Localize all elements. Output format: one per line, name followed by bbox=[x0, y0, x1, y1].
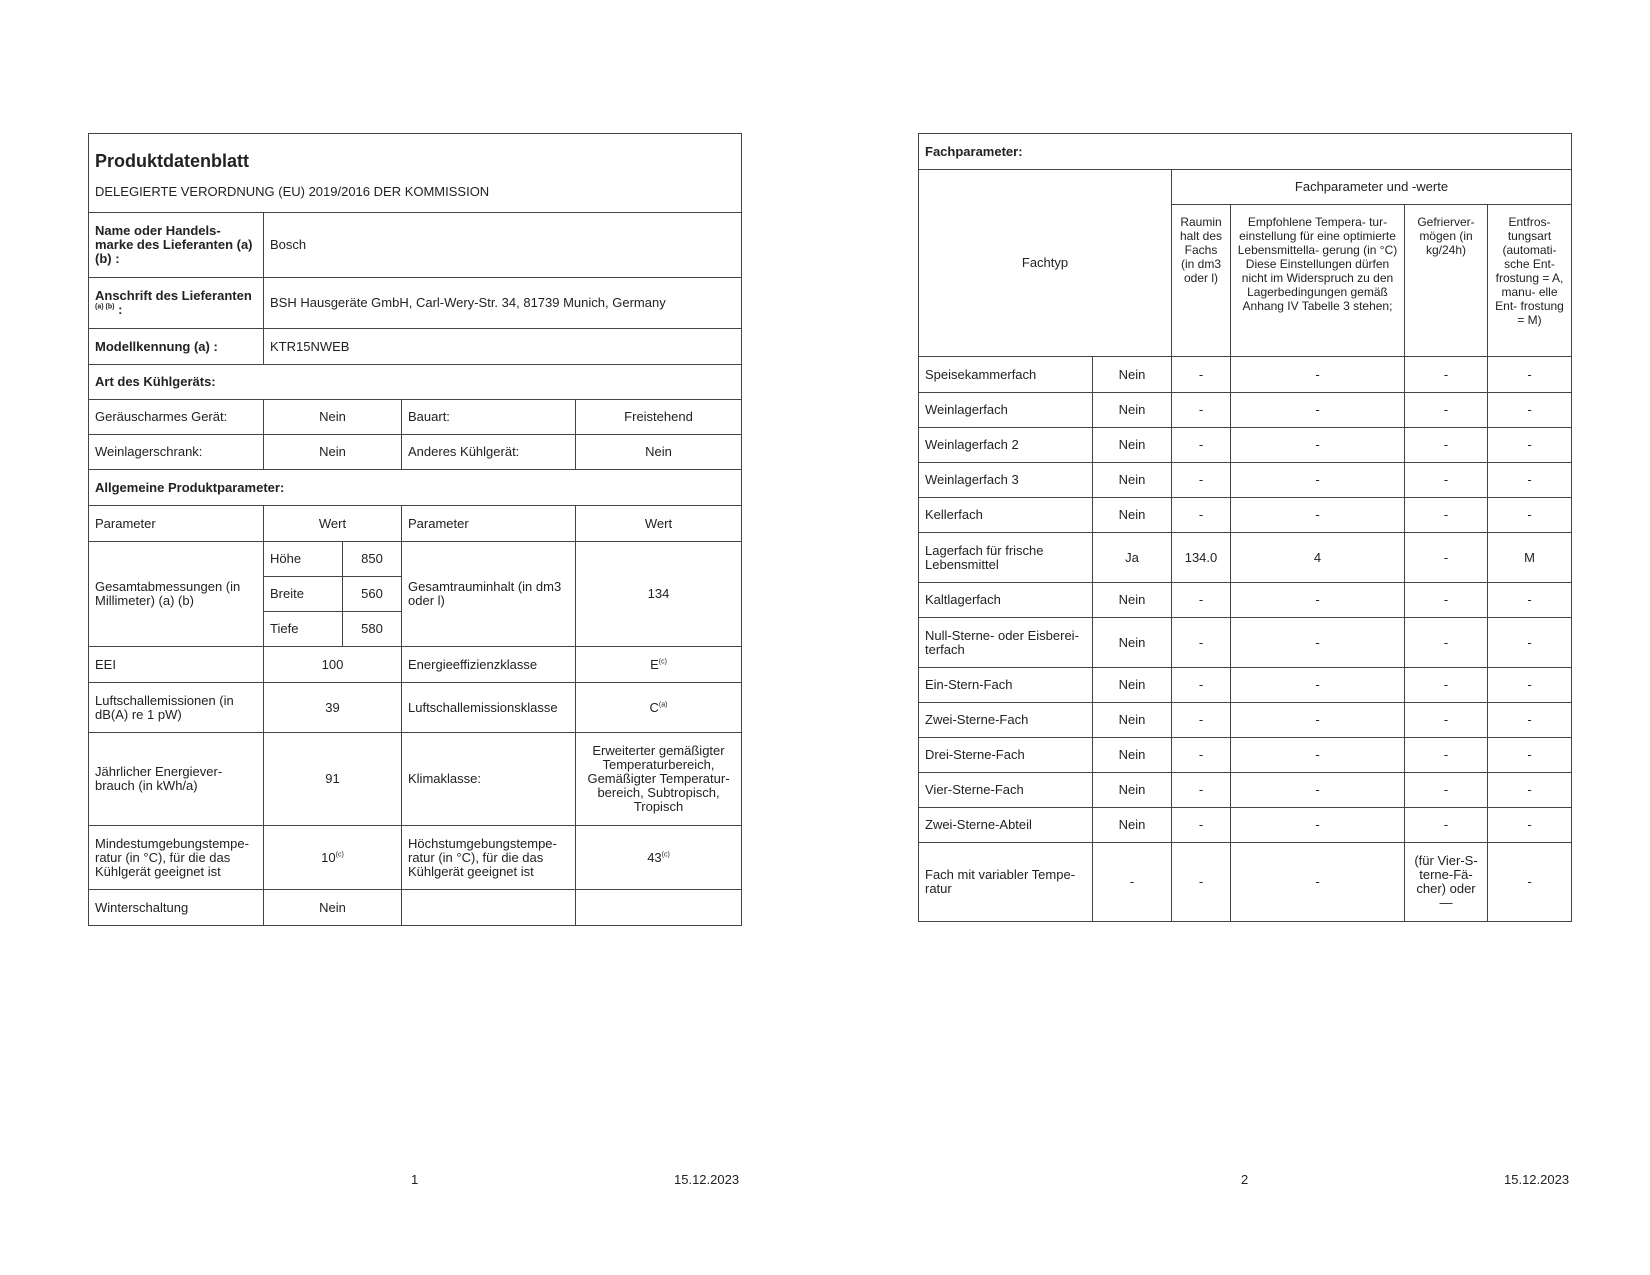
climate-class-label: Klimaklasse: bbox=[402, 733, 576, 826]
dimensions-row-height bbox=[89, 542, 742, 577]
compartment-freezing-capacity: - bbox=[1405, 463, 1488, 498]
min-temp-footnote: (c) bbox=[335, 851, 344, 859]
compartment-freezing-capacity: - bbox=[1405, 498, 1488, 533]
compartment-volume: - bbox=[1172, 498, 1231, 533]
wine-cabinet-value: Nein bbox=[264, 435, 402, 470]
sheet-header-row bbox=[89, 134, 742, 213]
compartment-present: Nein bbox=[1093, 773, 1172, 808]
compartment-temperature: - bbox=[1231, 428, 1405, 463]
compartment-defrost-type: - bbox=[1488, 808, 1572, 843]
compartment-row bbox=[919, 703, 1572, 738]
winter-row bbox=[89, 890, 742, 926]
compartment-present: Nein bbox=[1093, 703, 1172, 738]
compartment-present: Nein bbox=[1093, 738, 1172, 773]
energy-class-label: Energieeffizienzklasse bbox=[402, 647, 576, 683]
compartment-name: Zwei-Sterne-Abteil bbox=[919, 808, 1093, 843]
section-heading: Fachparameter: bbox=[919, 134, 1572, 170]
compartment-freezing-capacity: - bbox=[1405, 393, 1488, 428]
compartment-present: Nein bbox=[1093, 668, 1172, 703]
compartment-name: Lagerfach für frische Lebensmittel bbox=[919, 533, 1093, 583]
group-header-row bbox=[919, 170, 1572, 205]
climate-class-value: Erweiterter gemäßigter Temperaturbereich, Gemäßigter Temperatur- bereich, Subtropisch, Tropisch bbox=[576, 733, 742, 826]
address-label: Anschrift des Lieferanten $^{(a) (b)}$ : bbox=[89, 278, 264, 329]
compartment-volume: - bbox=[1172, 428, 1231, 463]
compartment-defrost-type: - bbox=[1488, 703, 1572, 738]
page-date: 15.12.2023 bbox=[1504, 1172, 1570, 1187]
compartment-name: Speisekammerfach bbox=[919, 357, 1093, 393]
compartment-freezing-capacity: (für Vier-S- terne-Fä- cher) oder — bbox=[1405, 843, 1488, 922]
compartment-defrost-type: - bbox=[1488, 393, 1572, 428]
height-label: Höhe bbox=[264, 542, 343, 577]
compartment-temperature: - bbox=[1231, 703, 1405, 738]
page-number: 1 bbox=[411, 1172, 419, 1187]
type-section-row bbox=[89, 365, 742, 400]
compartment-row bbox=[919, 808, 1572, 843]
energy-class-footnote: (c) bbox=[658, 658, 667, 666]
compartment-temperature: - bbox=[1231, 843, 1405, 922]
ambient-temp-row bbox=[89, 826, 742, 890]
compartment-row bbox=[919, 533, 1572, 583]
compartment-present: Nein bbox=[1093, 808, 1172, 843]
noise-row bbox=[89, 683, 742, 733]
address-value: BSH Hausgeräte GmbH, Carl-Wery-Str. 34, 81739 Munich, Germany bbox=[264, 278, 742, 329]
col-header-param-2: Parameter bbox=[402, 506, 576, 542]
compartment-defrost-type: M bbox=[1488, 533, 1572, 583]
consumption-label: Jährlicher Energiever- brauch (in kWh/a) bbox=[89, 733, 264, 826]
compartment-row bbox=[919, 668, 1572, 703]
compartment-volume: - bbox=[1172, 357, 1231, 393]
general-section-row bbox=[89, 470, 742, 506]
max-temp-footnote: (c) bbox=[661, 851, 670, 859]
total-volume-value: 134 bbox=[576, 542, 742, 647]
wine-cabinet-label: Weinlagerschrank: bbox=[89, 435, 264, 470]
model-row bbox=[89, 329, 742, 365]
design-value: Freistehend bbox=[576, 400, 742, 435]
compartment-present: Nein bbox=[1093, 428, 1172, 463]
regulation-text: DELEGIERTE VERORDNUNG (EU) 2019/2016 DER KOMMISSION bbox=[95, 183, 490, 199]
empty-cell bbox=[402, 890, 576, 926]
compartment-row bbox=[919, 618, 1572, 668]
address-footnote: (a) (b) bbox=[95, 303, 115, 311]
col-header-freezing-capacity: Gefrierver- mögen (in kg/24h) bbox=[1405, 205, 1488, 357]
compartment-defrost-type: - bbox=[1488, 463, 1572, 498]
dimensions-label: Gesamtabmessungen (in Millimeter) (a) (b) bbox=[89, 542, 264, 647]
col-header-value: Wert bbox=[264, 506, 402, 542]
compartment-row bbox=[919, 357, 1572, 393]
col-header-volume: Raumin halt des Fachs (in dm3 oder l) bbox=[1172, 205, 1231, 357]
compartment-temperature: - bbox=[1231, 738, 1405, 773]
compartment-present: - bbox=[1093, 843, 1172, 922]
supplier-value: Bosch bbox=[264, 213, 742, 278]
compartment-temperature: - bbox=[1231, 463, 1405, 498]
compartment-temperature: - bbox=[1231, 498, 1405, 533]
low-noise-row bbox=[89, 400, 742, 435]
compartment-name: Null-Sterne- oder Eisberei- terfach bbox=[919, 618, 1093, 668]
empty-cell bbox=[576, 890, 742, 926]
compartment-name: Kellerfach bbox=[919, 498, 1093, 533]
compartment-row bbox=[919, 428, 1572, 463]
winter-switch-value: Nein bbox=[264, 890, 402, 926]
compartment-temperature: - bbox=[1231, 583, 1405, 618]
compartment-freezing-capacity: - bbox=[1405, 357, 1488, 393]
compartment-parameters-table bbox=[918, 133, 1572, 922]
compartment-temperature: - bbox=[1231, 668, 1405, 703]
compartment-row bbox=[919, 583, 1572, 618]
compartment-defrost-type: - bbox=[1488, 738, 1572, 773]
compartment-volume: - bbox=[1172, 703, 1231, 738]
noise-value: 39 bbox=[264, 683, 402, 733]
depth-value: 580 bbox=[343, 612, 402, 647]
min-temp-label: Mindestumgebungstempe- ratur (in °C), für die das Kühlgerät geeignet ist bbox=[89, 826, 264, 890]
compartment-present: Nein bbox=[1093, 393, 1172, 428]
compartment-temperature: - bbox=[1231, 773, 1405, 808]
compartment-freezing-capacity: - bbox=[1405, 738, 1488, 773]
compartment-volume: - bbox=[1172, 843, 1231, 922]
min-temp-value: 10$^{(c)}$ bbox=[264, 826, 402, 890]
compartment-freezing-capacity: - bbox=[1405, 428, 1488, 463]
compartment-temperature: - bbox=[1231, 618, 1405, 668]
type-section-heading: Art des Kühlgeräts: bbox=[89, 365, 742, 400]
compartment-freezing-capacity: - bbox=[1405, 583, 1488, 618]
compartment-row bbox=[919, 393, 1572, 428]
height-value: 850 bbox=[343, 542, 402, 577]
noise-class-value: $C^{(a)}$ bbox=[576, 683, 742, 733]
compartment-name: Weinlagerfach bbox=[919, 393, 1093, 428]
compartment-row bbox=[919, 773, 1572, 808]
compartment-present: Nein bbox=[1093, 498, 1172, 533]
compartment-temperature: - bbox=[1231, 357, 1405, 393]
compartment-volume: - bbox=[1172, 738, 1231, 773]
compartment-defrost-type: - bbox=[1488, 618, 1572, 668]
compartment-volume: - bbox=[1172, 463, 1231, 498]
other-appliance-label: Anderes Kühlgerät: bbox=[402, 435, 576, 470]
compartment-volume: 134.0 bbox=[1172, 533, 1231, 583]
wine-row bbox=[89, 435, 742, 470]
width-label: Breite bbox=[264, 577, 343, 612]
noise-class-footnote: (a) bbox=[658, 701, 668, 709]
compartment-defrost-type: - bbox=[1488, 668, 1572, 703]
consumption-row bbox=[89, 733, 742, 826]
page-2 bbox=[825, 0, 1650, 1275]
noise-label: Luftschallemissionen (in dB(A) re 1 pW) bbox=[89, 683, 264, 733]
winter-switch-label: Winterschaltung bbox=[89, 890, 264, 926]
general-section-heading: Allgemeine Produktparameter: bbox=[89, 470, 742, 506]
compartment-present: Nein bbox=[1093, 463, 1172, 498]
compartment-name: Vier-Sterne-Fach bbox=[919, 773, 1093, 808]
col-header-defrost: Entfros- tungsart (automati- sche Ent- frostung = A, manu- elle Ent- frostung = M) bbox=[1488, 205, 1572, 357]
compartment-defrost-type: - bbox=[1488, 773, 1572, 808]
compartment-freezing-capacity: - bbox=[1405, 533, 1488, 583]
depth-label: Tiefe bbox=[264, 612, 343, 647]
model-label: Modellkennung (a) : bbox=[89, 329, 264, 365]
compartment-temperature: - bbox=[1231, 393, 1405, 428]
col-header-param: Parameter bbox=[89, 506, 264, 542]
eei-label: EEI bbox=[89, 647, 264, 683]
compartment-freezing-capacity: - bbox=[1405, 618, 1488, 668]
other-appliance-value: Nein bbox=[576, 435, 742, 470]
compartment-name: Weinlagerfach 2 bbox=[919, 428, 1093, 463]
compartment-name: Fach mit variabler Tempe- ratur bbox=[919, 843, 1093, 922]
eei-value: 100 bbox=[264, 647, 402, 683]
energy-class-value: $E^{(c)}$ bbox=[576, 647, 742, 683]
compartment-row bbox=[919, 843, 1572, 922]
compartment-name: Zwei-Sterne-Fach bbox=[919, 703, 1093, 738]
compartment-name: Drei-Sterne-Fach bbox=[919, 738, 1093, 773]
compartment-volume: - bbox=[1172, 668, 1231, 703]
supplier-label: Name oder Handels- marke des Lieferanten (a) (b) : bbox=[89, 213, 264, 278]
compartment-volume: - bbox=[1172, 808, 1231, 843]
compartment-defrost-type: - bbox=[1488, 357, 1572, 393]
col-header-value-2: Wert bbox=[576, 506, 742, 542]
compartment-temperature: 4 bbox=[1231, 533, 1405, 583]
compartment-volume: - bbox=[1172, 618, 1231, 668]
compartment-freezing-capacity: - bbox=[1405, 773, 1488, 808]
max-temp-value: 43$^{(c)}$ bbox=[576, 826, 742, 890]
compartment-present: Ja bbox=[1093, 533, 1172, 583]
compartment-freezing-capacity: - bbox=[1405, 808, 1488, 843]
compartment-freezing-capacity: - bbox=[1405, 703, 1488, 738]
noise-class-label: Luftschallemissionsklasse bbox=[402, 683, 576, 733]
column-header-row bbox=[89, 506, 742, 542]
compartment-present: Nein bbox=[1093, 618, 1172, 668]
width-value: 560 bbox=[343, 577, 402, 612]
page-number: 2 bbox=[1241, 1172, 1249, 1187]
compartment-volume: - bbox=[1172, 393, 1231, 428]
address-row bbox=[89, 278, 742, 329]
compartment-row bbox=[919, 498, 1572, 533]
compartment-temperature: - bbox=[1231, 808, 1405, 843]
compartment-present: Nein bbox=[1093, 583, 1172, 618]
compartment-name: Kaltlagerfach bbox=[919, 583, 1093, 618]
compartment-defrost-type: - bbox=[1488, 428, 1572, 463]
design-label: Bauart: bbox=[402, 400, 576, 435]
max-temp-label: Höchstumgebungstempe- ratur (in °C), für die das Kühlgerät geeignet ist bbox=[402, 826, 576, 890]
compartment-name: Ein-Stern-Fach bbox=[919, 668, 1093, 703]
compartment-volume: - bbox=[1172, 583, 1231, 618]
compartment-freezing-capacity: - bbox=[1405, 668, 1488, 703]
compartment-row bbox=[919, 738, 1572, 773]
total-volume-label: Gesamtrauminhalt (in dm3 oder l) bbox=[402, 542, 576, 647]
col-header-temperature: Empfohlene Tempera- tur-einstellung für eine optimierte Lebensmittella- gerung (in °C) Diese Einstellungen dürfen nicht im Widerspruch zu den Lagerbedingungen gemäß Anhang IV Tabelle 3 stehen; bbox=[1231, 205, 1405, 357]
compartment-defrost-type: - bbox=[1488, 498, 1572, 533]
model-value: KTR15NWEB bbox=[264, 329, 742, 365]
sheet-title: Produktdatenblatt bbox=[95, 150, 250, 171]
low-noise-label: Geräuscharmes Gerät: bbox=[89, 400, 264, 435]
compartment-name: Weinlagerfach 3 bbox=[919, 463, 1093, 498]
low-noise-value: Nein bbox=[264, 400, 402, 435]
consumption-value: 91 bbox=[264, 733, 402, 826]
compartment-present: Nein bbox=[1093, 357, 1172, 393]
compartment-defrost-type: - bbox=[1488, 583, 1572, 618]
supplier-row bbox=[89, 213, 742, 278]
compartment-row bbox=[919, 463, 1572, 498]
eei-row bbox=[89, 647, 742, 683]
compartment-volume: - bbox=[1172, 773, 1231, 808]
group-header: Fachparameter und -werte bbox=[1172, 170, 1572, 205]
page-date: 15.12.2023 bbox=[674, 1172, 740, 1187]
fachtyp-header: Fachtyp bbox=[919, 170, 1172, 357]
product-data-sheet-table bbox=[88, 133, 742, 926]
section-row bbox=[919, 134, 1572, 170]
compartment-rows bbox=[919, 357, 1572, 922]
compartment-defrost-type: - bbox=[1488, 843, 1572, 922]
